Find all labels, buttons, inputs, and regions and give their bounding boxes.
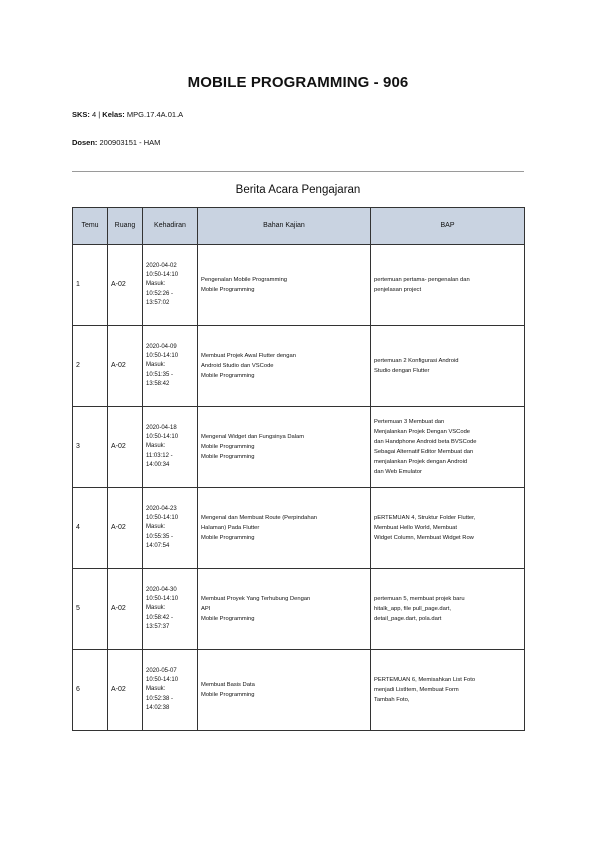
kehadiran-line: 13:58:42 (146, 380, 170, 387)
cell-kehadiran (143, 326, 198, 407)
kehadiran-line: 10:55:35 - (146, 533, 174, 540)
kehadiran-line: 10:50-14:10 (146, 515, 179, 522)
bahan-line: Mobile Programming (201, 287, 255, 293)
sks-label: SKS: (72, 110, 90, 119)
sks-value: 4 | (89, 110, 103, 119)
kehadiran-line: 10:58:42 - (146, 614, 174, 621)
table-row (73, 569, 525, 650)
bahan-line: Mobile Programming (201, 616, 255, 623)
teaching-report-table (72, 207, 525, 731)
cell-temu: 1 (73, 245, 108, 326)
bahan-line: Android Studio dan VSCode (201, 362, 274, 369)
bap-line: pertemuan 2 Konfigurasi Android (374, 357, 459, 364)
bahan-line: Mobile Programming (201, 535, 255, 542)
kehadiran-line: Masuk: (146, 605, 166, 612)
table-row (73, 245, 525, 326)
kehadiran-line: 10:50-14:10 (146, 272, 179, 279)
table-row (73, 650, 525, 731)
bahan-line: Halaman) Pada Flutter (201, 524, 260, 531)
bahan-line: Membuat Basis Data (201, 681, 255, 688)
cell-kehadiran (143, 245, 198, 326)
cell-bap (371, 407, 525, 488)
header-kehadiran: Kehadiran (143, 208, 198, 245)
bahan-line: Mobile Programming (201, 692, 255, 698)
cell-temu: 4 (73, 488, 108, 569)
kehadiran-line: 10:50-14:10 (146, 434, 179, 441)
cell-bap (371, 650, 525, 731)
cell-kehadiran (143, 488, 198, 569)
bap-line: PERTEMUAN 6, Memisahkan List Foto (374, 676, 476, 683)
cell-temu: 2 (73, 326, 108, 407)
bap-line: Studio dengan Flutter (374, 368, 430, 374)
cell-temu: 5 (73, 569, 108, 650)
cell-kehadiran (143, 569, 198, 650)
cell-ruang: A-02 (108, 488, 143, 569)
bahan-line: Mobile Programming (201, 454, 255, 461)
cell-temu: 3 (73, 407, 108, 488)
kehadiran-line: 14:00:34 (146, 461, 170, 468)
kehadiran-line: 2020-04-09 (146, 343, 177, 350)
bap-line: dan Web Emulator (374, 469, 422, 476)
cell-bahan-kajian (198, 245, 371, 326)
bap-line: dan Handphone Android beta BVSCode (374, 438, 477, 445)
bap-line: Membuat Hello World, Membuat (374, 524, 458, 531)
cell-ruang: A-02 (108, 326, 143, 407)
cell-bahan-kajian (198, 569, 371, 650)
bap-line: hitalk_app, file pull_page.dart, (374, 605, 452, 612)
dosen-value: 200903151 - HAM (97, 138, 161, 147)
table-row (73, 326, 525, 407)
course-info-line (72, 110, 183, 119)
bap-line: menjadi ListItem, Membuat Form (374, 686, 459, 693)
bahan-line: Pengenalan Mobile Programming (201, 276, 288, 283)
kehadiran-line: 11:03:12 - (146, 452, 173, 459)
table-row (73, 407, 525, 488)
cell-bap (371, 488, 525, 569)
kehadiran-line: 2020-04-23 (146, 505, 177, 512)
bahan-line: Mobile Programming (201, 373, 255, 380)
header-ruang: Ruang (108, 208, 143, 245)
kehadiran-line: Masuk: (146, 281, 166, 288)
page-title: MOBILE PROGRAMMING - 906 (187, 74, 409, 91)
kehadiran-line: Masuk: (146, 443, 166, 450)
cell-bahan-kajian (198, 650, 371, 731)
cell-bahan-kajian (198, 407, 371, 488)
kehadiran-line: Masuk: (146, 362, 166, 369)
kehadiran-line: Masuk: (146, 686, 166, 693)
cell-bap (371, 326, 525, 407)
kehadiran-line: Masuk: (146, 524, 166, 531)
table-body (73, 245, 525, 731)
kehadiran-line: 14:02:38 (146, 704, 170, 711)
bap-line: Widget Column, Membuat Widget Row (374, 535, 474, 542)
bap-line: detail_page.dart, pola.dart (374, 616, 442, 623)
table-header-row (73, 208, 525, 245)
table-row (73, 488, 525, 569)
dosen-label: Dosen: (72, 138, 98, 147)
cell-ruang: A-02 (108, 245, 143, 326)
cell-ruang: A-02 (108, 569, 143, 650)
kehadiran-line: 10:52:26 - (146, 290, 174, 297)
lecturer-info-line (72, 138, 160, 147)
bap-line: pERTEMUAN 4, Struktur Folder Flutter, (374, 514, 476, 521)
kehadiran-line: 2020-05-07 (146, 667, 177, 674)
bahan-line: Membuat Projek Awal Flutter dengan (201, 352, 296, 359)
bap-line: penjelasan project (374, 287, 422, 293)
bap-line: Tambah Foto, (374, 697, 410, 704)
kehadiran-line: 10:50-14:10 (146, 353, 179, 360)
bahan-line: Mobile Programming (201, 443, 255, 450)
kehadiran-line: 10:50-14:10 (146, 596, 179, 603)
bahan-line: Membuat Proyek Yang Terhubung Dengan (201, 595, 311, 602)
bahan-line: API (201, 605, 211, 612)
divider (72, 171, 524, 172)
cell-bap (371, 569, 525, 650)
bap-line: pertemuan pertama- pengenalan dan (374, 276, 470, 283)
bap-line: menjalankan Projek dengan Android (374, 459, 468, 466)
kehadiran-line: 13:57:37 (146, 623, 170, 630)
bahan-line: Mengenal Widget dan Fungsinya Dalam (201, 433, 305, 440)
kehadiran-line: 10:51:35 - (146, 371, 174, 378)
kelas-label: Kelas: (102, 110, 125, 119)
header-bahan-kajian: Bahan Kajian (198, 208, 371, 245)
bap-line: Menjalankan Projek Dengan VSCode (374, 428, 471, 435)
kehadiran-line: 2020-04-30 (146, 586, 177, 593)
kehadiran-line: 2020-04-18 (146, 424, 177, 431)
bap-line: pertemuan 5, membuat projek baru (374, 595, 465, 602)
kehadiran-line: 14:07:54 (146, 542, 170, 549)
kehadiran-line: 10:50-14:10 (146, 677, 179, 684)
kelas-value: MPG.17.4A.01.A (124, 110, 184, 119)
section-title: Berita Acara Pengajaran (235, 184, 361, 196)
cell-kehadiran (143, 407, 198, 488)
cell-temu: 6 (73, 650, 108, 731)
cell-bahan-kajian (198, 326, 371, 407)
cell-ruang: A-02 (108, 650, 143, 731)
header-temu: Temu (73, 208, 108, 245)
kehadiran-line: 2020-04-02 (146, 262, 177, 269)
kehadiran-line: 10:52:38 - (146, 695, 174, 702)
bahan-line: Mengenal dan Membuat Route (Perpindahan (201, 514, 318, 521)
bap-line: Pertemuan 3 Membuat dan (374, 418, 445, 425)
cell-ruang: A-02 (108, 407, 143, 488)
cell-bahan-kajian (198, 488, 371, 569)
cell-kehadiran (143, 650, 198, 731)
cell-bap (371, 245, 525, 326)
bap-line: Sebagai Alternatif Editor Membuat dan (374, 449, 474, 455)
header-bap: BAP (371, 208, 525, 245)
kehadiran-line: 13:57:02 (146, 299, 170, 306)
